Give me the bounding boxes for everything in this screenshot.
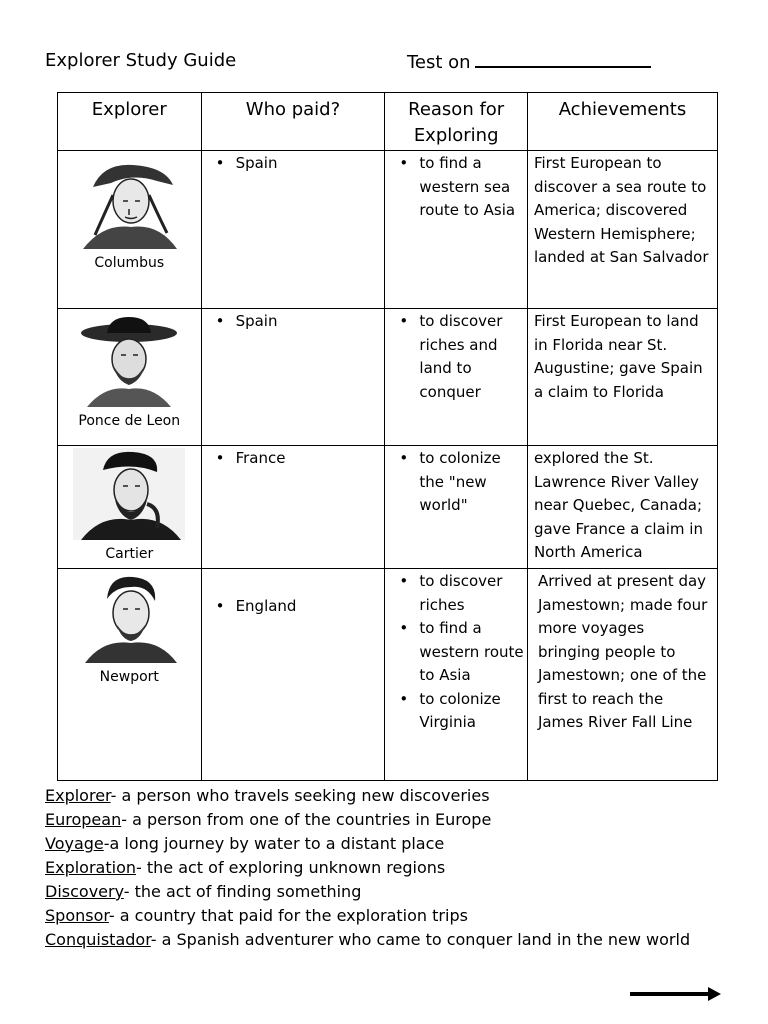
column-header-reason: Reason for Exploring: [385, 93, 528, 151]
paid-cell: [201, 446, 385, 569]
newport-portrait: [73, 571, 185, 663]
vocab-term: Sponsor: [45, 906, 109, 925]
paid-cell: [201, 309, 385, 446]
page-header: [45, 50, 685, 80]
test-date-blank: [475, 50, 651, 68]
table-row: [58, 569, 718, 781]
vocabulary-list: [45, 784, 745, 952]
vocab-definition: - the act of finding something: [123, 882, 362, 901]
vocab-item: [45, 784, 745, 808]
vocab-definition: - a country that paid for the exploration trips: [108, 906, 468, 925]
explorer-cell: [58, 309, 202, 446]
vocab-term: Voyage: [45, 834, 104, 853]
achievement-cell: [527, 151, 717, 309]
reason-cell: [385, 569, 528, 781]
reason-cell: [385, 151, 528, 309]
reason-cell: [385, 309, 528, 446]
paid-item: • Spain: [202, 152, 385, 176]
vocab-definition: - a Spanish adventurer who came to conquer land in the new world: [150, 930, 691, 949]
reason-item: • to find a western route to Asia: [385, 617, 527, 688]
test-date-label: [407, 50, 651, 73]
explorer-name: Newport: [99, 669, 159, 685]
vocab-definition: - a person who travels seeking new discoveries: [110, 786, 490, 805]
achievement-text: explored the St. Lawrence River Valley near Quebec, Canada; gave France a claim in North America: [533, 449, 703, 561]
achievement-text: First European to discover a sea route to America; discovered Western Hemisphere; landed at San Salvador: [533, 154, 709, 266]
vocab-item: [45, 928, 745, 952]
column-header-who-paid: Who paid?: [201, 93, 385, 151]
explorer-name: Cartier: [105, 546, 154, 562]
explorer-name: Ponce de Leon: [78, 413, 181, 429]
achievement-cell: [527, 569, 717, 781]
vocab-item: [45, 880, 745, 904]
paid-item: • Spain: [202, 310, 385, 334]
vocab-item: [45, 904, 745, 928]
arrow-right-icon[interactable]: [630, 986, 722, 1002]
table-row: [58, 151, 718, 309]
reason-item: • to colonize Virginia: [385, 688, 527, 735]
reason-cell: [385, 446, 528, 569]
test-on-text: Test on: [407, 52, 471, 73]
vocab-term: European: [45, 810, 122, 829]
explorer-cell: [58, 446, 202, 569]
vocab-term: Conquistador: [45, 930, 151, 949]
achievement-text: First European to land in Florida near St. Augustine; gave Spain a claim to Florida: [533, 312, 703, 401]
vocab-definition: - a person from one of the countries in Europe: [121, 810, 492, 829]
ponce-de-leon-portrait: [73, 315, 185, 407]
table-header-row: [58, 93, 718, 151]
reason-item: • to colonize the "new world": [385, 447, 527, 518]
explorer-cell: [58, 151, 202, 309]
vocab-item: [45, 856, 745, 880]
column-header-explorer: Explorer: [58, 93, 202, 151]
explorer-name: Columbus: [94, 255, 165, 271]
vocab-term: Explorer: [45, 786, 111, 805]
column-header-achievements: Achievements: [527, 93, 717, 151]
achievement-text: Arrived at present day Jamestown; made four more voyages bringing people to Jamestown; one of the first to reach the James River Fall Line: [537, 572, 708, 731]
achievement-cell: [527, 309, 717, 446]
vocab-definition: - the act of exploring unknown regions: [136, 858, 446, 877]
cartier-portrait: [73, 448, 185, 540]
explorer-cell: [58, 569, 202, 781]
reason-item: • to discover riches: [385, 570, 527, 617]
paid-cell: [201, 151, 385, 309]
vocab-term: Discovery: [45, 882, 124, 901]
table-row: [58, 309, 718, 446]
columbus-portrait: [73, 157, 185, 249]
vocab-item: [45, 832, 745, 856]
explorer-table: [57, 92, 718, 781]
page-title: Explorer Study Guide: [45, 50, 237, 71]
reason-item: • to discover riches and land to conquer: [385, 310, 527, 404]
paid-item: • England: [202, 595, 385, 619]
reason-item: • to find a western sea route to Asia: [385, 152, 527, 223]
paid-cell: [201, 569, 385, 781]
vocab-definition: -a long journey by water to a distant place: [103, 834, 445, 853]
table-row: [58, 446, 718, 569]
vocab-item: [45, 808, 745, 832]
vocab-term: Exploration: [45, 858, 136, 877]
paid-item: • France: [202, 447, 385, 471]
achievement-cell: [527, 446, 717, 569]
